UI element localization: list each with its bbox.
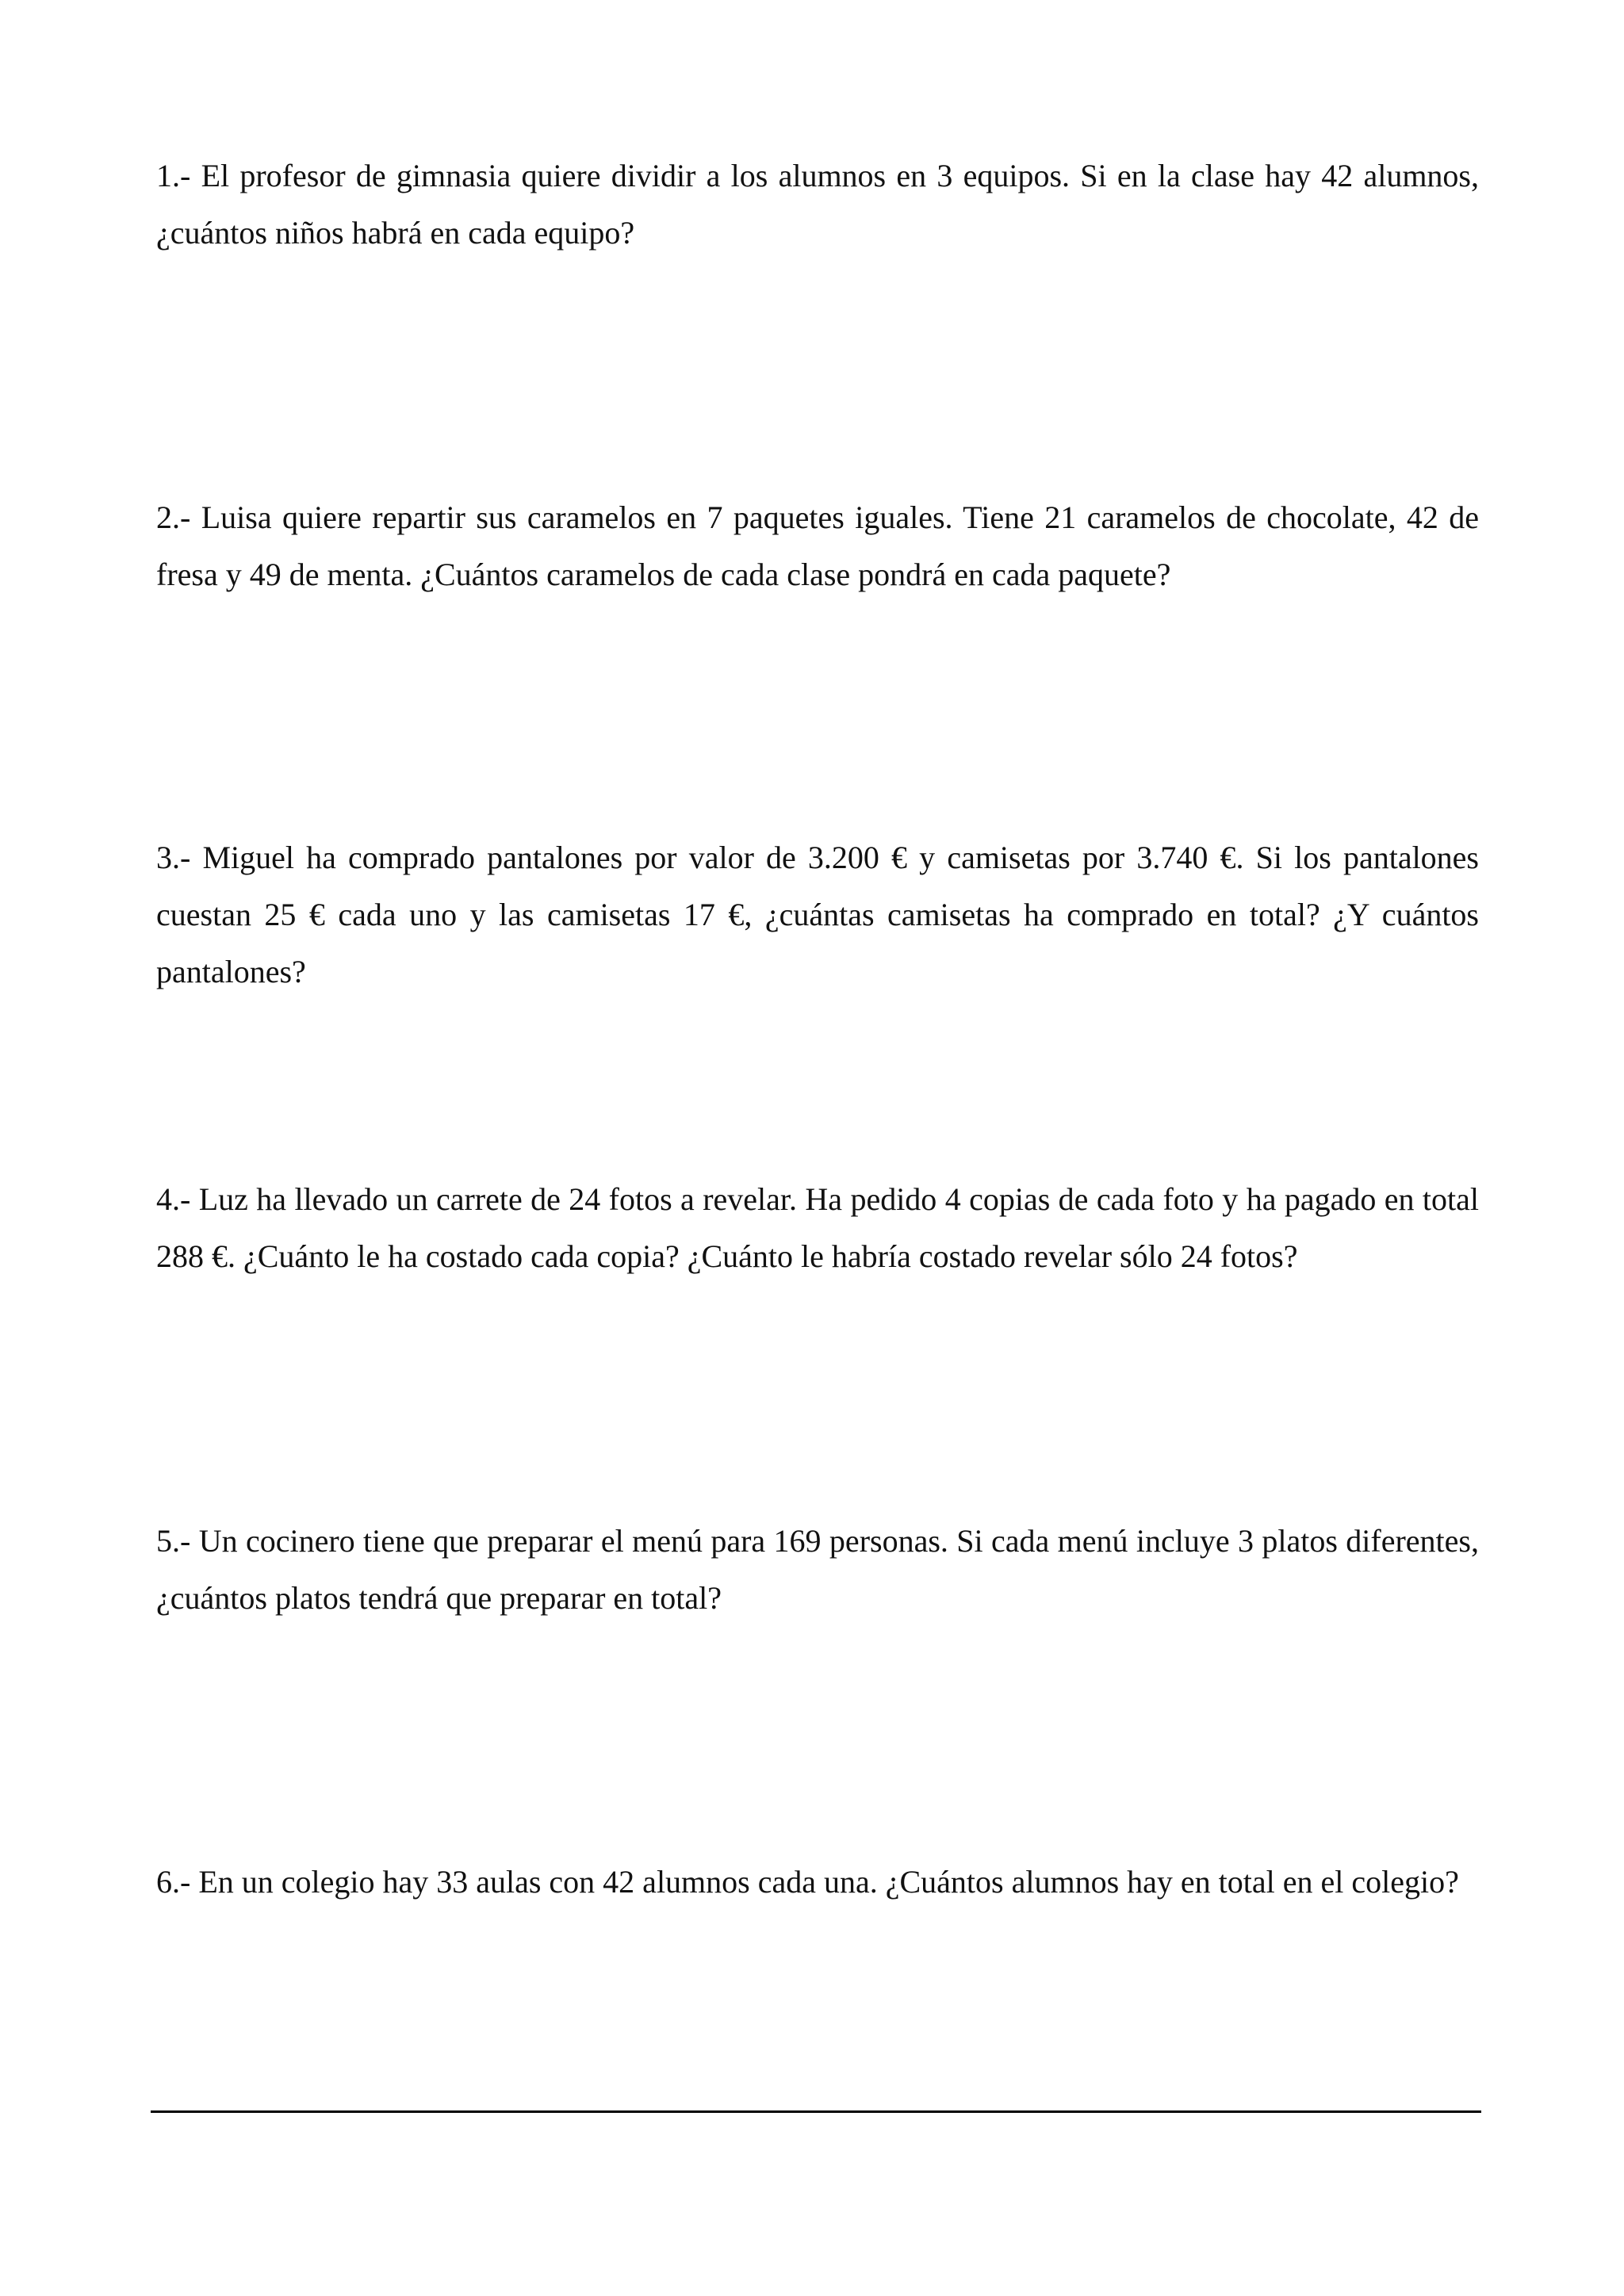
- footer-divider: [151, 2110, 1481, 2113]
- problem-1: 1.- El profesor de gimnasia quiere dividir a los alumnos en 3 equipos. Si en la clase hay 42 alumnos, ¿cuántos niños habrá en cada equipo?: [156, 158, 1479, 251]
- problem-2: 2.- Luisa quiere repartir sus caramelos en 7 paquetes iguales. Tiene 21 caramelos de chocolate, 42 de fresa y 49 de menta. ¿Cuántos caramelos de cada clase pondrá en cada paquete?: [156, 499, 1479, 592]
- problem-5: 5.- Un cocinero tiene que preparar el menú para 169 personas. Si cada menú incluye 3 platos diferentes, ¿cuántos platos tendrá que preparar en total?: [156, 1523, 1479, 1616]
- problem-4: 4.- Luz ha llevado un carrete de 24 fotos a revelar. Ha pedido 4 copias de cada foto y ha pagado en total 288 €. ¿Cuánto le ha costado cada copia? ¿Cuánto le habría costado revelar sólo 24 fotos?: [156, 1181, 1479, 1274]
- problem-3: 3.- Miguel ha comprado pantalones por valor de 3.200 € y camisetas por 3.740 €. Si los pantalones cuestan 25 € cada uno y las camisetas 17 €, ¿cuántas camisetas ha comprado en total? ¿Y cuántos pantalones?: [156, 840, 1479, 989]
- problem-6: 6.- En un colegio hay 33 aulas con 42 alumnos cada una. ¿Cuántos alumnos hay en total en el colegio?: [156, 1864, 1459, 1900]
